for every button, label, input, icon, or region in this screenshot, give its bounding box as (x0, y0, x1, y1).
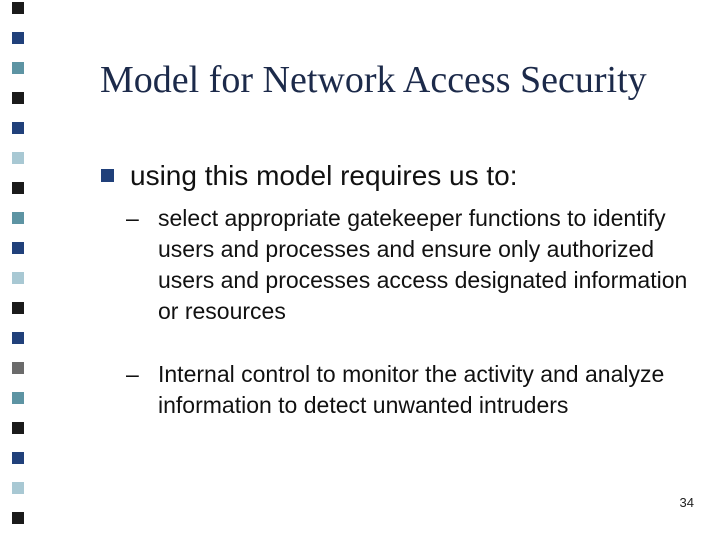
stripe-block (12, 332, 24, 344)
stripe-block (12, 302, 24, 314)
sub-point (126, 359, 696, 421)
stripe-block (12, 362, 24, 374)
sub-point-text: select appropriate gatekeeper functions to identify users and processes and ensure only authorized users and processes access designated information or resources (158, 205, 688, 324)
sub-point-text: Internal control to monitor the activity and analyze information to detect unwanted intruders (158, 361, 665, 418)
stripe-block (12, 2, 24, 14)
dash-marker: – (126, 361, 139, 387)
page-number: 34 (679, 495, 694, 510)
stripe-block (12, 422, 24, 434)
stripe-block (12, 392, 24, 404)
stripe-block (12, 242, 24, 254)
stripe-block (12, 152, 24, 164)
slide-title: Model for Network Access Security (100, 59, 647, 101)
stripe-block (12, 92, 24, 104)
stripe-block (12, 272, 24, 284)
stripe-block (12, 32, 24, 44)
stripe-block (12, 212, 24, 224)
stripe-block (12, 122, 24, 134)
stripe-block (12, 182, 24, 194)
dash-marker: – (126, 205, 139, 231)
stripe-block (12, 452, 24, 464)
sub-point (126, 203, 696, 327)
bullet-text: using this model requires us to: (130, 160, 518, 191)
stripe-block (12, 482, 24, 494)
stripe-block (12, 62, 24, 74)
decorative-stripe-bar (0, 0, 26, 540)
stripe-block (12, 512, 24, 524)
square-bullet-icon (101, 169, 114, 182)
